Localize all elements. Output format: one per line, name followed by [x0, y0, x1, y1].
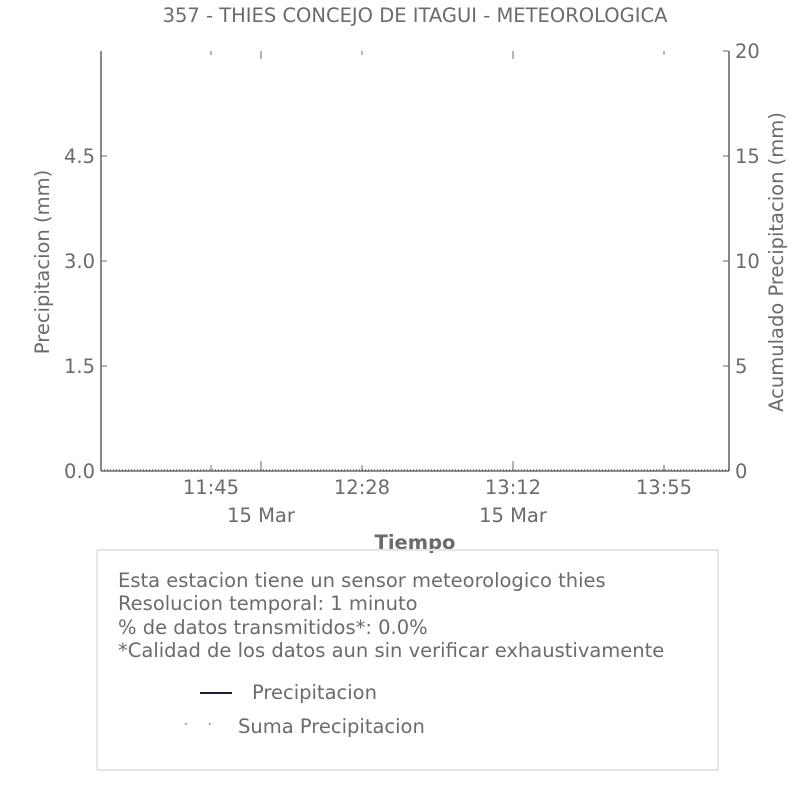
plot-area: [64, 40, 760, 527]
legend-label-precipitacion: Precipitacion: [252, 681, 377, 704]
info-legend-box: [96, 549, 719, 771]
y-right-tick-label: 0: [735, 460, 748, 483]
y-right-tick-label: 20: [735, 40, 760, 63]
info-line-sensor: Esta estacion tiene un sensor meteorologico thies: [118, 569, 606, 592]
legend-dots-suma-icon: ··: [184, 717, 232, 731]
x-tick-label: 13:12: [484, 476, 542, 499]
y-left-tick-label: 4.5: [63, 145, 95, 168]
x-tick-label: 11:45: [182, 476, 240, 499]
info-line-quality: *Calidad de los datos aun sin verificar exhaustivamente: [118, 639, 665, 663]
y-left-tick-label: 3.0: [63, 250, 95, 273]
y-left-tick-label: 1.5: [63, 355, 95, 378]
legend-line-precipitacion-icon: [200, 692, 232, 694]
info-line-resolution: Resolucion temporal: 1 minuto: [118, 592, 418, 616]
y-right-tick-label: 10: [735, 250, 760, 273]
y-right-tick-label: 5: [735, 355, 748, 378]
x-tick-label: 12:28: [333, 476, 391, 499]
y-axis-label-left: Precipitacion (mm): [31, 169, 54, 355]
x-date-label: 15 Mar: [227, 504, 295, 527]
x-date-label: 15 Mar: [479, 504, 547, 527]
chart-title: 357 - THIES CONCEJO DE ITAGUI - METEOROLOGICA: [162, 4, 668, 27]
legend-label-suma-precipitacion: Suma Precipitacion: [238, 715, 425, 738]
station-info: [118, 569, 664, 663]
y-right-tick-label: 15: [735, 145, 760, 168]
y-axis-label-right: Acumulado Precipitacion (mm): [765, 112, 788, 412]
y-left-tick-label: 0.0: [63, 460, 95, 483]
x-axis-label: Tiempo: [374, 531, 456, 554]
info-line-transmitted: % de datos transmitidos*: 0.0%: [118, 615, 428, 639]
x-tick-label: 13:55: [635, 476, 693, 499]
